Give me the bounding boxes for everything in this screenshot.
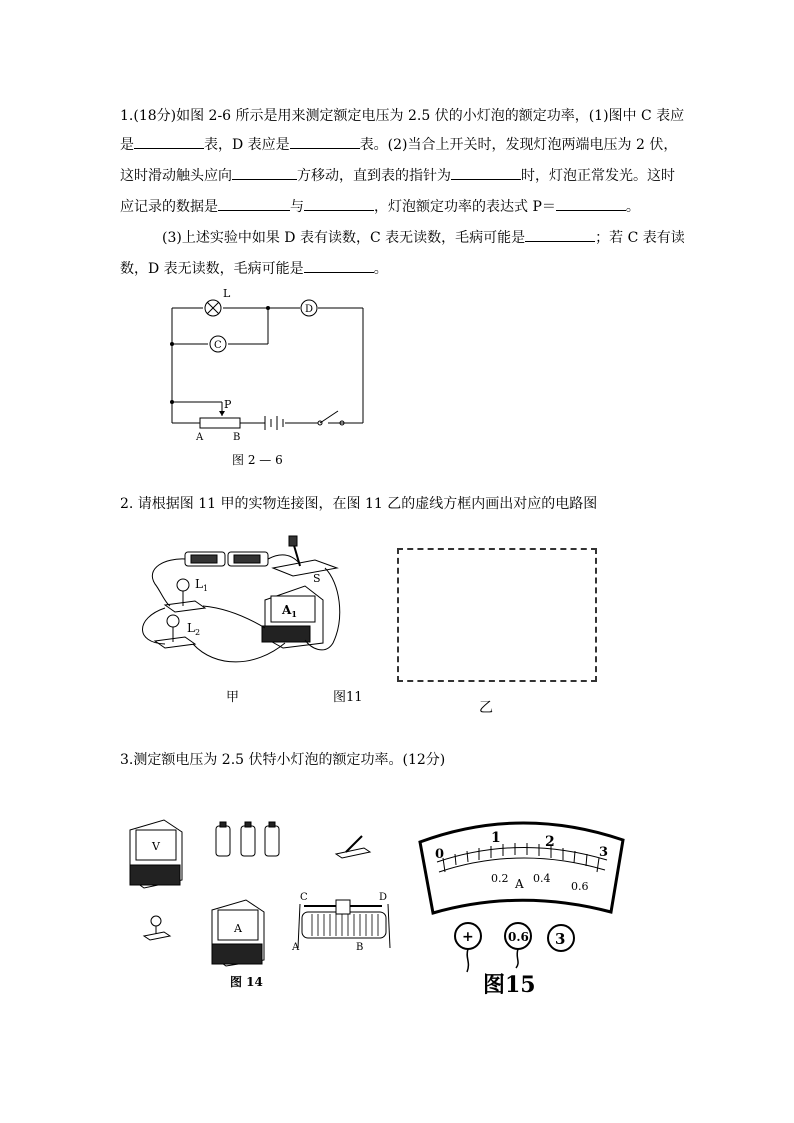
scale-bottom-0-6: 0.6 bbox=[571, 880, 589, 893]
q1-text: 1.(18分)如图 2-6 所示是用来测定额定电压为 2.5 伏的小灯泡的额定功率，(1)图中 C 表应 bbox=[120, 108, 685, 124]
q1-text: 。 bbox=[625, 199, 640, 215]
answer-blank[interactable] bbox=[232, 165, 297, 180]
voltmeter-v-label: V bbox=[152, 840, 160, 853]
q1-text: 是 bbox=[120, 137, 134, 153]
rheostat-b-label: B bbox=[356, 942, 364, 953]
q1-text: 表，D 表应是 bbox=[204, 137, 290, 153]
scale-bottom-0-2: 0.2 bbox=[491, 872, 509, 885]
ammeter-a1-label: $A_1$ bbox=[282, 603, 297, 619]
scale-top-2: 2 bbox=[545, 834, 555, 850]
answer-box-dashed[interactable] bbox=[397, 548, 597, 682]
q1-text: 这时滑动触头应向 bbox=[120, 168, 232, 184]
meter-c-label: C bbox=[214, 340, 222, 351]
end-b-label: B bbox=[233, 432, 241, 443]
q1-line6 bbox=[120, 258, 388, 279]
answer-blank[interactable] bbox=[218, 196, 290, 211]
q1-text: 方移动，直到表的指针为 bbox=[297, 168, 451, 184]
figure-15-caption: 图15 bbox=[483, 972, 536, 995]
circuit-diagram-2-6 bbox=[150, 280, 380, 475]
q1-line1 bbox=[120, 106, 684, 126]
instruments-figure-14 bbox=[124, 810, 399, 990]
figure-caption: 图 2 — 6 bbox=[232, 453, 283, 467]
scale-top-0: 0 bbox=[435, 847, 445, 862]
figure-14-caption: 图 14 bbox=[230, 975, 263, 989]
scale-unit-a: A bbox=[515, 877, 524, 891]
slider-p-label: P bbox=[224, 398, 232, 411]
q1-text: 数，D 表无读数，毛病可能是 bbox=[120, 261, 304, 277]
meter-d-label: D bbox=[305, 304, 314, 315]
q1-text: 表。(2)当合上开关时，发现灯泡两端电压为 2 伏， bbox=[359, 137, 678, 153]
scale-top-3: 3 bbox=[599, 845, 609, 860]
q1-line2 bbox=[120, 134, 677, 155]
answer-blank[interactable] bbox=[304, 258, 374, 273]
rheostat-d-label: D bbox=[379, 892, 388, 903]
scale-bottom-0-4: 0.4 bbox=[533, 872, 551, 885]
switch-s-label: S bbox=[313, 572, 321, 585]
rheostat-a-label: A bbox=[292, 942, 300, 953]
answer-blank[interactable] bbox=[525, 227, 595, 242]
q1-text: ；若 C 表有读 bbox=[595, 230, 685, 246]
physical-circuit-figure-11 bbox=[125, 528, 365, 678]
q1-text: 。 bbox=[373, 261, 388, 277]
terminal-3-label: 3 bbox=[555, 930, 566, 948]
answer-blank[interactable] bbox=[290, 134, 360, 149]
terminal-plus-label: + bbox=[462, 929, 474, 945]
q2-text: 2. 请根据图 11 甲的实物连接图，在图 11 乙的虚线方框内画出对应的电路图 bbox=[120, 496, 598, 512]
figure-11-caption: 图11 bbox=[333, 690, 363, 705]
lamp-l1-label: $L_1$ bbox=[195, 577, 209, 593]
answer-blank[interactable] bbox=[556, 196, 626, 211]
ammeter-a-label: A bbox=[234, 922, 242, 935]
q1-line3 bbox=[120, 165, 675, 186]
lamp-label: L bbox=[223, 287, 231, 300]
q1-text: ，灯泡额定功率的表达式 P＝ bbox=[374, 199, 556, 215]
answer-blank[interactable] bbox=[451, 165, 521, 180]
ammeter-scale-figure-15 bbox=[415, 810, 630, 995]
q1-text: 应记录的数据是 bbox=[120, 199, 218, 215]
figure-jia-label: 甲 bbox=[226, 690, 240, 705]
q1-line5 bbox=[162, 227, 685, 248]
lamp-l2-label: $L_2$ bbox=[187, 621, 201, 637]
scale-top-1: 1 bbox=[491, 830, 501, 846]
figure-yi-label: 乙 bbox=[479, 700, 493, 716]
q3-text: 3.测定额电压为 2.5 伏特小灯泡的额定功率。(12分) bbox=[120, 752, 446, 768]
terminal-0-6-label: 0.6 bbox=[508, 930, 529, 944]
q1-line4 bbox=[120, 196, 640, 217]
end-a-label: A bbox=[196, 432, 204, 443]
answer-blank[interactable] bbox=[134, 134, 204, 149]
rheostat-c-label: C bbox=[300, 892, 308, 903]
answer-blank[interactable] bbox=[304, 196, 374, 211]
q1-text: (3)上述实验中如果 D 表有读数，C 表无读数，毛病可能是 bbox=[162, 230, 526, 246]
q1-text: 与 bbox=[290, 199, 304, 215]
q1-text: 时，灯泡正常发光。这时 bbox=[521, 168, 675, 184]
